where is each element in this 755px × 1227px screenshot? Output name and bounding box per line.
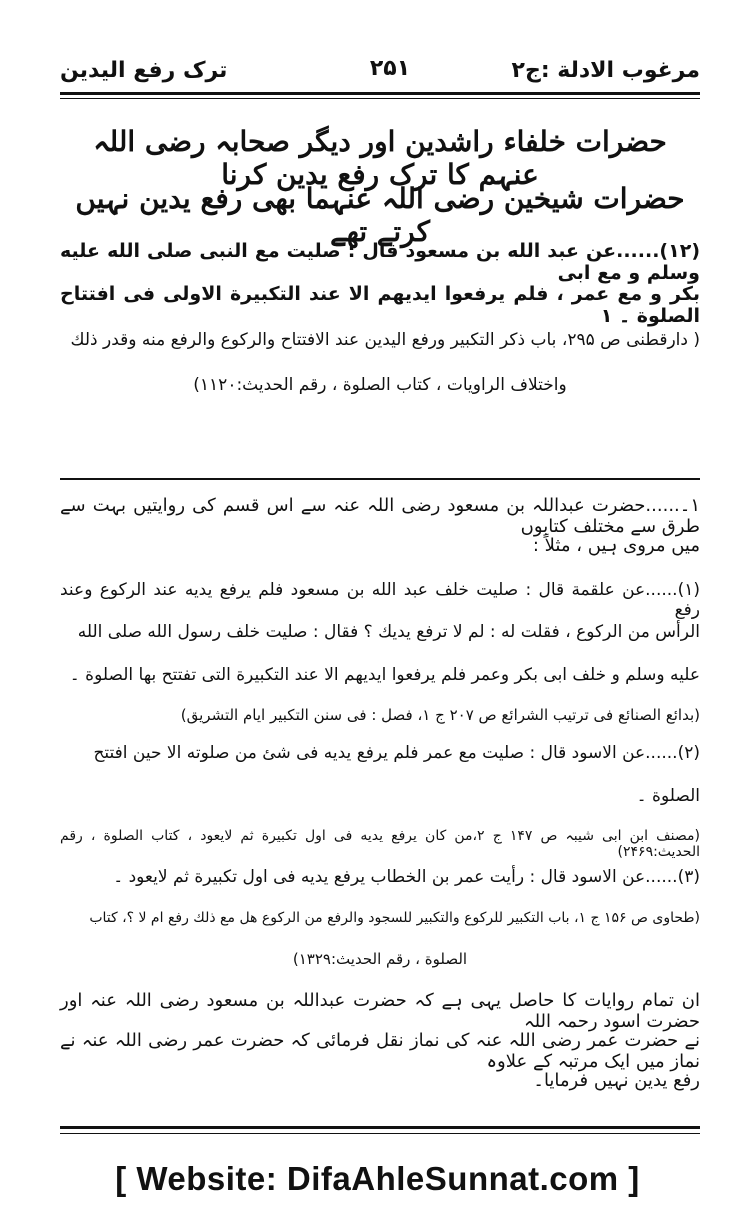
footnote-intro-2: میں مروی ہیں ، مثلاً : (532, 535, 700, 556)
chapter-title: ترک رفع الیدین (60, 58, 228, 83)
hadith-12-line2: بكر و مع عمر ، فلم يرفعوا ايديهم الا عند التكبيرة الاولى فى افتتاح الصلوة ۔ ۱ (60, 283, 700, 327)
narration-1-ref: (بدائع الصنائع فى ترتيب الشرائع ص ۲۰۷ ج ۱، فصل : فى سنن التكبير ايام التشريق) (180, 706, 700, 724)
narration-2-ref: (مصنف ابن ابی شیبہ ص ۱۴۷ ج ۲،من كان يرفع يديه فى اول تكبيرة ثم لايعود ، كتاب الصلوة ، رقم الحديث:۲۴۶۹) (60, 828, 700, 860)
narration-1-line2: الرأس من الركوع ، فقلت له : لم لا ترفع يديك ؟ فقال : صليت خلف رسول الله صلى الله (77, 622, 700, 642)
page-header (60, 52, 700, 92)
book-title: مرغوب الادلة :ج۲ (511, 58, 700, 83)
conclusion-line2: نے حضرت عمر رضی اللہ عنہ کی نماز نقل فرمائی کہ حضرت عمر رضی اللہ عنہ نے نماز میں ایک مرتبہ کے علاوہ (60, 1030, 700, 1072)
conclusion-line3: رفع یدین نہیں فرمایا۔ (533, 1070, 700, 1091)
narration-2-line2: الصلوة ۔ (636, 786, 700, 806)
header-rule-thin (60, 98, 700, 99)
conclusion-line1: ان تمام روایات کا حاصل یہی ہے کہ حضرت عبداللہ بن مسعود رضی اللہ عنہ اور حضرت اسود رحمہ اللہ (60, 990, 700, 1032)
footnote-separator (60, 478, 700, 480)
section-heading-2: حضرات شیخین رضی اللہ عنہما بھی رفع یدین نہیں کرتے تھے (75, 182, 685, 248)
narration-2-line1: (۲)......عن الاسود قال : صليت مع عمر فلم يرفع يديه فى شئ من صلوته الا حين افتتح (93, 743, 700, 763)
website-banner: [ Website: DifaAhleSunnat.com ] (115, 1160, 640, 1197)
footer-rule-thick (60, 1126, 700, 1129)
narration-3-line1: (۳)......عن الاسود قال : رأيت عمر بن الخطاب يرفع يديه فى اول تكبيرة ثم لايعود ۔ (113, 867, 700, 887)
header-rule-thick (60, 92, 700, 95)
section-heading-1: حضرات خلفاء راشدین اور دیگر صحابہ رضی اللہ عنہم کا ترک رفع یدین کرنا (93, 125, 667, 191)
hadith-12-ref2: واختلاف الراويات ، كتاب الصلوة ، رقم الحديث:۱۱۲۰) (193, 375, 567, 395)
hadith-12-line1: (۱۲)......عن عبد الله بن مسعود قال : صليت مع النبى صلى الله عليه وسلم و مع ابى (60, 240, 700, 284)
narration-1-line1: (۱)......عن علقمة قال : صليت خلف عبد الله بن مسعود فلم يرفع يديه عند الركوع وعند رفع (60, 580, 700, 620)
narration-3-ref2: الصلوة ، رقم الحديث:۱۳۲۹) (292, 950, 468, 968)
narration-3-ref1: (طحاوی ص ۱۵۶ ج ۱، باب التكبير للركوع والتكبير للسجود والرفع من الركوع هل مع ذلك رفع ام لا ؟، كتاب (89, 910, 700, 926)
footnote-intro-1: ۱۔......حضرت عبداللہ بن مسعود رضی اللہ عنہ سے اس قسم کی روایتیں بہت سے طرق سے مختلف کتابوں (60, 495, 700, 537)
hadith-12-ref1: ( دارقطنی ص ۲۹۵، باب ذکر التکبير ورفع اليدين عند الافتتاح والركوع والرفع منه وقدر ذلك (70, 330, 700, 350)
narration-1-line3: عليه وسلم و خلف ابى بكر وعمر فلم يرفعوا ايديهم الا عند التكبيرة التى تفتتح بها الصلوة ۔ (69, 665, 700, 685)
footer-rule-thin (60, 1133, 700, 1134)
page-number: ۲۵۱ (369, 56, 411, 81)
